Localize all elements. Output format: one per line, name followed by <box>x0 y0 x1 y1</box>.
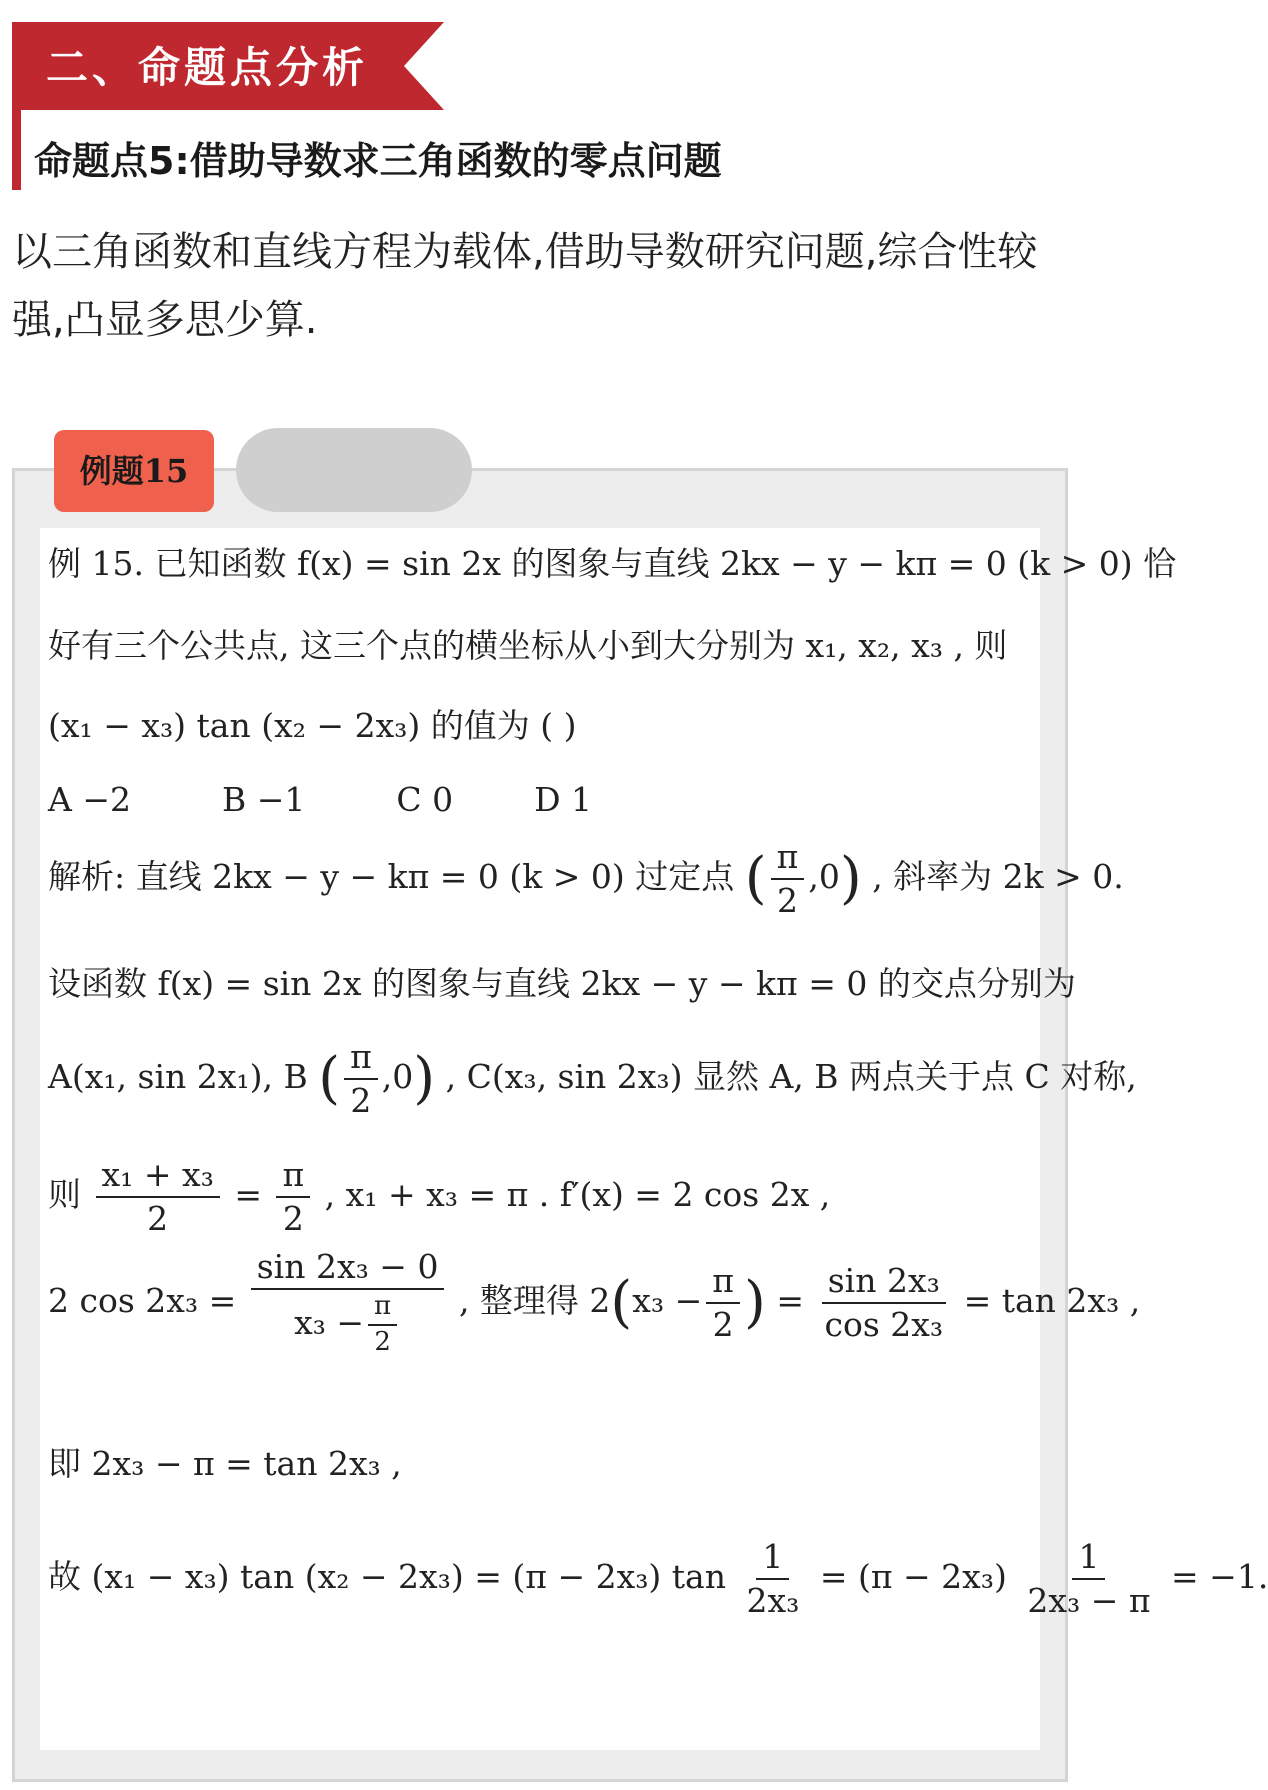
option-c: C 0 <box>396 780 454 819</box>
reciprocal-fraction-2 <box>1021 1538 1156 1620</box>
pi-half-fraction <box>706 1262 740 1344</box>
solution-text: = −1. <box>1171 1556 1268 1596</box>
fixed-point-fraction <box>771 838 805 920</box>
paren-open: ( <box>610 1269 633 1335</box>
frac-den: 2 <box>776 880 798 920</box>
solution-text: , 斜率为 2k > 0. <box>872 856 1124 896</box>
equals: = <box>776 1280 804 1320</box>
reciprocal-fraction <box>740 1538 805 1620</box>
solution-text: 2 cos 2x₃ = <box>48 1280 237 1320</box>
frac-num: x₁ + x₃ <box>96 1156 220 1198</box>
frac-num: π <box>706 1262 740 1304</box>
example-content <box>40 528 1268 1750</box>
point-b-fraction <box>344 1038 378 1120</box>
equals: = <box>234 1174 262 1214</box>
solution-line-4 <box>48 1156 830 1238</box>
paren-close: ) <box>839 845 862 911</box>
paren-close: ) <box>413 1045 436 1111</box>
slope-fraction <box>251 1248 445 1358</box>
section-title: 二、命题点分析 <box>46 43 369 92</box>
frac-num: sin 2x₃ <box>822 1262 946 1304</box>
inner-text: x₃ − <box>632 1280 703 1320</box>
paren-open: ( <box>318 1045 341 1111</box>
solution-text: , 整理得 2 <box>458 1280 611 1320</box>
paren-open: ( <box>744 845 767 911</box>
frac-num: π <box>276 1156 310 1198</box>
solution-text: = tan 2x₃ , <box>963 1280 1141 1320</box>
answer-options <box>48 780 592 819</box>
frac-num: 1 <box>756 1538 789 1580</box>
frac-den: 2x₃ <box>746 1580 800 1620</box>
midpoint-fraction <box>96 1156 220 1238</box>
solution-line-1 <box>48 838 1124 920</box>
solution-text: = (π − 2x₃) <box>819 1556 1007 1596</box>
option-b: B −1 <box>221 780 306 819</box>
frac-den: 2x₃ − π <box>1027 1580 1151 1620</box>
frac-num: π <box>344 1038 378 1080</box>
option-a: A −2 <box>48 780 131 819</box>
frac-den: 2 <box>350 1080 372 1120</box>
solution-text: , x₁ + x₃ = π . f′(x) = 2 cos 2x , <box>324 1174 831 1214</box>
problem-line-2: 好有三个公共点, 这三个点的横坐标从小到大分别为 x₁, x₂, x₃ , 则 <box>48 626 1008 665</box>
option-d: D 1 <box>534 780 593 819</box>
den-text: x₃ − <box>294 1302 365 1342</box>
solution-line-3 <box>48 1038 1137 1120</box>
frac-den: 2 <box>147 1198 169 1238</box>
solution-line-7 <box>48 1538 1268 1620</box>
paren-close: ) <box>743 1269 766 1335</box>
frac-den: 2 <box>374 1326 391 1357</box>
solution-text: 则 <box>48 1174 81 1214</box>
solution-line-5 <box>48 1248 1140 1358</box>
solution-text: 解析: 直线 2kx − y − kπ = 0 (k > 0) 过定点 <box>48 856 735 896</box>
point-tail: ,0 <box>381 1056 414 1096</box>
proposition-heading: 命题点5:借助导数求三角函数的零点问题 <box>34 139 722 183</box>
pi-half-fraction <box>368 1292 397 1358</box>
intro-paragraph: 以三角函数和直线方程为载体,借助导数研究问题,综合性较强,凸显多思少算. <box>12 229 1038 343</box>
example-tab: 例题15 <box>54 430 214 512</box>
example-tab-pill <box>236 428 472 512</box>
solution-text: 故 (x₁ − x₃) tan (x₂ − 2x₃) = (π − 2x₃) tan <box>48 1556 726 1596</box>
frac-den: cos 2x₃ <box>824 1304 944 1344</box>
problem-line-3: (x₁ − x₃) tan (x₂ − 2x₃) 的值为 ( ) <box>48 706 577 745</box>
sin-cos-fraction <box>818 1262 949 1344</box>
pi-half-fraction <box>276 1156 310 1238</box>
solution-text: , C(x₃, sin 2x₃) 显然 A, B 两点关于点 C 对称, <box>445 1056 1137 1096</box>
frac-den: 2 <box>282 1198 304 1238</box>
frac-den: 2 <box>712 1304 734 1344</box>
solution-line-2: 设函数 f(x) = sin 2x 的图象与直线 2kx − y − kπ = 0 的交点分别为 <box>48 964 1076 1003</box>
frac-num: sin 2x₃ − 0 <box>251 1248 445 1290</box>
frac-den <box>288 1290 407 1358</box>
solution-text: A(x₁, sin 2x₁), B <box>48 1056 308 1096</box>
frac-num: 1 <box>1072 1538 1105 1580</box>
frac-num: π <box>368 1292 397 1326</box>
problem-line-1: 例 15. 已知函数 f(x) = sin 2x 的图象与直线 2kx − y − kπ = 0 (k > 0) 恰 <box>48 544 1177 583</box>
solution-line-6: 即 2x₃ − π = tan 2x₃ , <box>48 1444 402 1483</box>
frac-num: π <box>771 838 805 880</box>
point-tail: ,0 <box>808 856 840 896</box>
